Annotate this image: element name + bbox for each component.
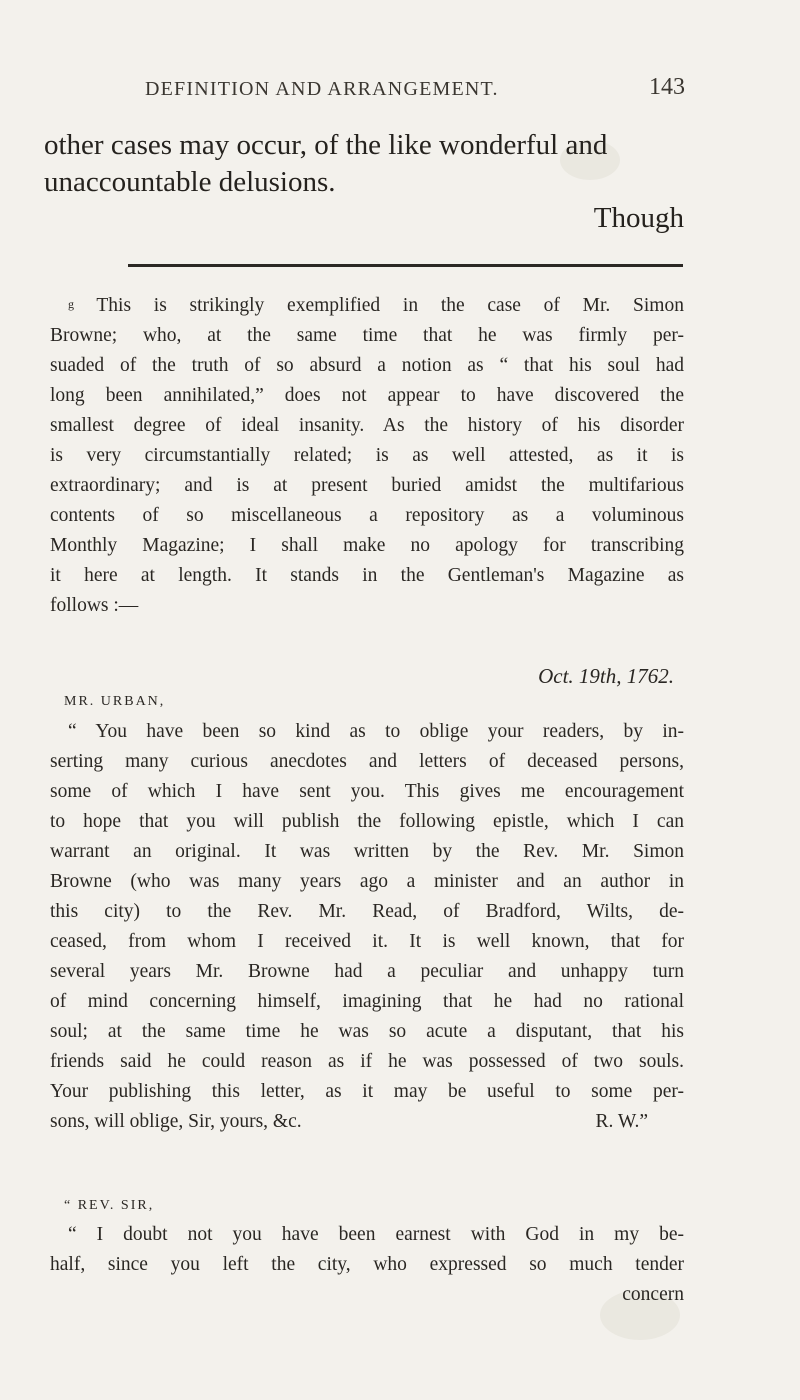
letter-line: sons, will oblige, Sir, yours, &c. R. W.”: [50, 1107, 684, 1137]
running-header: [145, 74, 685, 101]
footnote: [50, 291, 684, 621]
header-title: DEFINITION AND ARRANGEMENT.: [145, 78, 499, 100]
letter-salutation: “ REV. SIR,: [64, 1198, 155, 1213]
letter-line: Your publishing this letter, as it may be useful to some per-: [50, 1081, 684, 1102]
page-number: 143: [649, 74, 685, 100]
main-text-line: unaccountable delusions.: [44, 166, 336, 198]
letter-body: [50, 1220, 684, 1310]
letter-line: of mind concerning himself, imagining that he had no rational: [50, 991, 684, 1012]
letter-line: this city) to the Rev. Mr. Read, of Bradford, Wilts, de-: [50, 901, 684, 922]
footnote-marker: g: [68, 297, 74, 311]
catchword: concern: [622, 1284, 684, 1305]
footnote-line: smallest degree of ideal insanity. As the history of his disorder: [50, 415, 684, 436]
letter-line: ceased, from whom I received it. It is well known, that for: [50, 931, 684, 952]
footnote-line: contents of so miscellaneous a repository as a voluminous: [50, 505, 684, 526]
letter-line: friends said he could reason as if he was possessed of two souls.: [50, 1051, 684, 1072]
footnote-line: it here at length. It stands in the Gentleman's Magazine as: [50, 565, 684, 586]
footnote-line: $^g$ This is strikingly exemplified in the case of Mr. Simon: [68, 295, 684, 316]
footnote-line: suaded of the truth of so absurd a notion as “ that his soul had: [50, 355, 684, 376]
catchword: Though: [593, 202, 684, 234]
letter-body: [50, 717, 684, 1137]
footnote-rule: [128, 264, 683, 267]
letter-signature: R. W.”: [595, 1111, 648, 1132]
letter-line: “ I doubt not you have been earnest with God in my be-: [68, 1224, 684, 1245]
letter-line: half, since you left the city, who expressed so much tender: [50, 1254, 684, 1275]
footnote-line: Monthly Magazine; I shall make no apology for transcribing: [50, 535, 684, 556]
letter-line: warrant an original. It was written by the Rev. Mr. Simon: [50, 841, 684, 862]
letter-line: “ You have been so kind as to oblige your readers, by in-: [68, 721, 684, 742]
letter-line: Browne (who was many years ago a minister and an author in: [50, 871, 684, 892]
letter-line: serting many curious anecdotes and letters of deceased persons,: [50, 751, 684, 772]
footnote-line: long been annihilated,” does not appear to have discovered the: [50, 385, 684, 406]
letter-line: soul; at the same time he was so acute a disputant, that his: [50, 1021, 684, 1042]
footnote-line: extraordinary; and is at present buried amidst the multifarious: [50, 475, 684, 496]
footnote-line: follows :—: [50, 595, 139, 616]
main-text: [44, 127, 684, 201]
footnote-line: Browne; who, at the same time that he was firmly per-: [50, 325, 684, 346]
letter-line: several years Mr. Browne had a peculiar and unhappy turn: [50, 961, 684, 982]
main-text-line: other cases may occur, of the like wonderful and: [44, 129, 608, 161]
footnote-line: is very circumstantially related; is as well attested, as it is: [50, 445, 684, 466]
letter-date: Oct. 19th, 1762.: [538, 664, 674, 688]
letter-salutation: MR. URBAN,: [64, 694, 166, 709]
letter-line: some of which I have sent you. This gives me encouragement: [50, 781, 684, 802]
letter-line: to hope that you will publish the following epistle, which I can: [50, 811, 684, 832]
